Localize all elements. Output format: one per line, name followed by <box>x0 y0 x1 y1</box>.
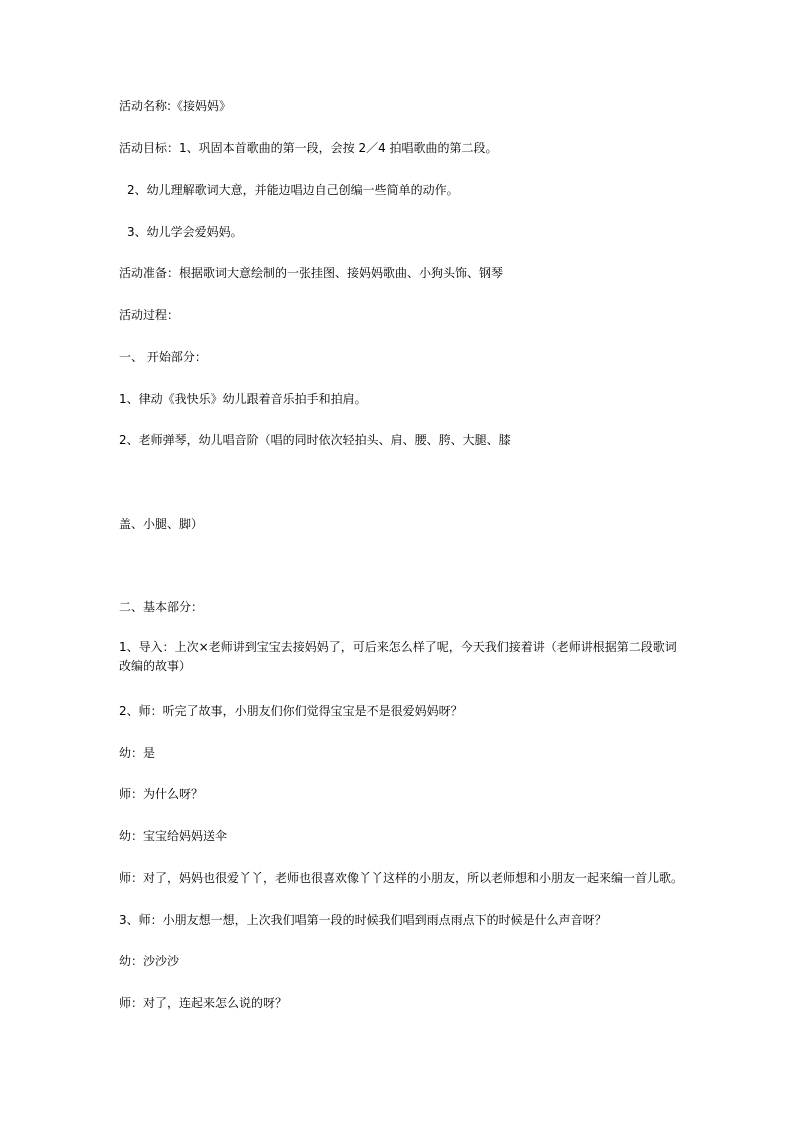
section-start-heading: 一、 开始部分： <box>119 350 207 364</box>
activity-goal-2: 2、幼儿理解歌词大意，并能边唱边自己创编一些简单的动作。 <box>127 183 459 197</box>
teacher-question-2: 师：对了，连起来怎么说的呀？ <box>119 996 288 1010</box>
activity-goal-3: 3、幼儿学会爱妈妈。 <box>127 225 243 239</box>
child-answer-1: 幼：是 <box>119 746 156 760</box>
activity-name: 活动名称:《接妈妈》 <box>119 99 232 113</box>
activity-process-heading: 活动过程： <box>119 308 180 322</box>
start-step-1: 1、律动《我快乐》幼儿跟着音乐拍手和拍肩。 <box>119 392 367 406</box>
activity-goal-1: 活动目标：1、巩固本首歌曲的第一段，会按 2／4 拍唱歌曲的第二段。 <box>119 141 498 155</box>
teacher-response-1: 师：对了，妈妈也很爱丫丫，老师也很喜欢像丫丫这样的小朋友，所以老师想和小朋友一起来编一首儿歌。 <box>119 871 684 885</box>
start-step-2-continued: 盖、小腿、脚） <box>119 517 204 531</box>
activity-preparation: 活动准备：根据歌词大意绘制的一张挂图、接妈妈歌曲、小狗头饰、钢琴 <box>119 266 504 280</box>
teacher-question-1: 师：为什么呀？ <box>119 787 204 801</box>
start-step-2: 2、老师弹琴，幼儿唱音阶（唱的同时依次轻拍头、肩、腰、胯、大腿、膝 <box>119 433 511 447</box>
basic-step-1: 1、导入：上次×老师讲到宝宝去接妈妈了，可后来怎么样了呢，今天我们接着讲（老师讲根据第二段歌词改编的故事） <box>119 640 677 673</box>
basic-step-3: 3、师：小朋友想一想，上次我们唱第一段的时候我们唱到雨点雨点下的时候是什么声音呀？ <box>119 913 607 927</box>
basic-step-2: 2、师：听完了故事，小朋友们你们觉得宝宝是不是很爱妈妈呀？ <box>119 704 463 718</box>
child-answer-2: 幼：宝宝给妈妈送伞 <box>119 829 228 843</box>
section-basic-heading: 二、基本部分： <box>119 600 204 614</box>
child-answer-3: 幼：沙沙沙 <box>119 954 180 968</box>
